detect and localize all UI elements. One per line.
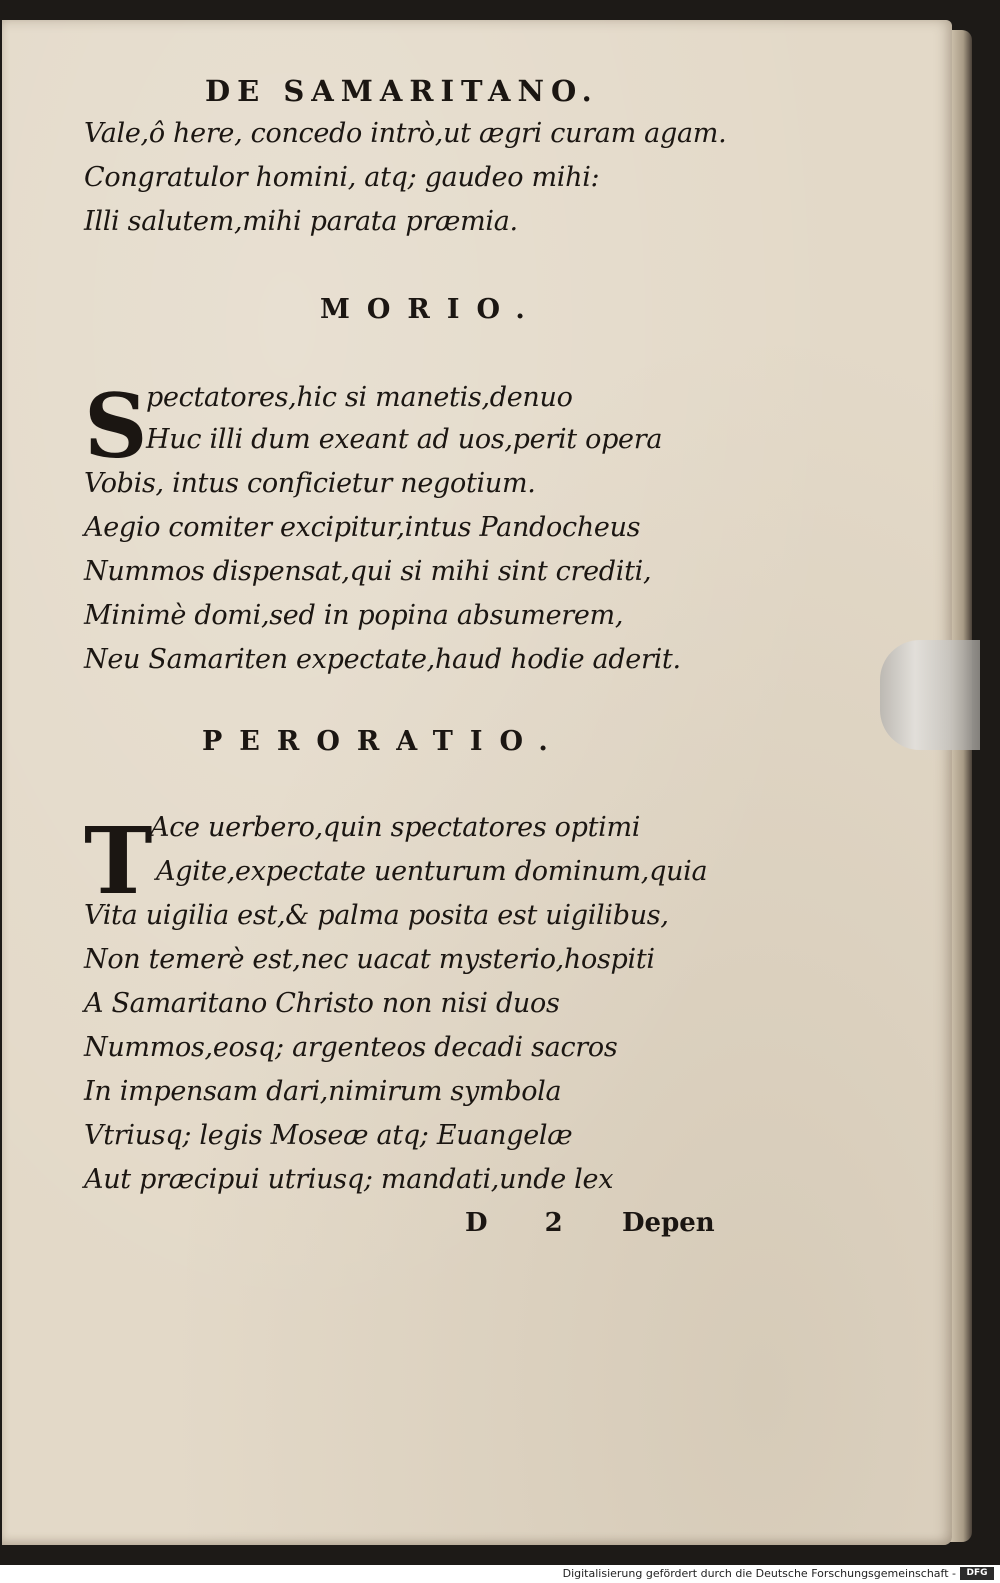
page-edge	[950, 30, 972, 1542]
signature-mark: D 2	[465, 1208, 587, 1238]
morio-line-4: Aegio comiter excipitur,intus Pandocheus	[84, 512, 641, 543]
peroratio-line-3: Vita uigilia est,& palma posita est uigilibus,	[84, 900, 669, 931]
running-head: DE SAMARITANO.	[205, 74, 599, 108]
footer-credit: Digitalisierung gefördert durch die Deutsche Forschungsgemeinschaft -	[562, 1567, 956, 1580]
page-clip	[880, 640, 980, 750]
morio-line-6: Minimè domi,sed in popina absumerem,	[84, 600, 624, 631]
dropcap-t: T	[84, 807, 153, 915]
morio-line-1: pectatores,hic si manetis,denuo	[146, 382, 573, 413]
peroratio-line-8: Vtriusq; legis Moseæ atq; Euangelæ	[84, 1120, 573, 1151]
book-page	[2, 20, 952, 1545]
intro-line-3: Illi salutem,mihi parata præmia.	[84, 206, 518, 237]
peroratio-line-1: Ace uerbero,quin spectatores optimi	[150, 812, 641, 843]
catchword: Depen	[622, 1208, 715, 1238]
dropcap-s: S	[84, 374, 148, 478]
morio-line-3: Vobis, intus conficietur negotium.	[84, 468, 536, 499]
intro-line-1: Vale,ô here, concedo intrò,ut ægri curam agam.	[84, 118, 727, 149]
heading-peroratio: PERORATIO.	[202, 726, 565, 757]
peroratio-line-9: Aut præcipui utriusq; mandati,unde lex	[84, 1164, 614, 1195]
peroratio-line-4: Non temerè est,nec uacat mysterio,hospiti	[84, 944, 655, 975]
dfg-logo: DFG	[960, 1567, 994, 1580]
peroratio-line-6: Nummos,eosq; argenteos decadi sacros	[84, 1032, 618, 1063]
morio-line-5: Nummos dispensat,qui si mihi sint crediti,	[84, 556, 652, 587]
peroratio-line-2: Agite,expectate uenturum dominum,quia	[156, 856, 708, 887]
intro-line-2: Congratulor homini, atq; gaudeo mihi:	[84, 162, 600, 193]
morio-line-7: Neu Samariten expectate,haud hodie aderit.	[84, 644, 681, 675]
heading-morio: MORIO.	[320, 294, 542, 325]
peroratio-line-5: A Samaritano Christo non nisi duos	[84, 988, 560, 1019]
morio-line-2: Huc illi dum exeant ad uos,perit opera	[146, 424, 663, 455]
peroratio-line-7: In impensam dari,nimirum symbola	[84, 1076, 562, 1107]
